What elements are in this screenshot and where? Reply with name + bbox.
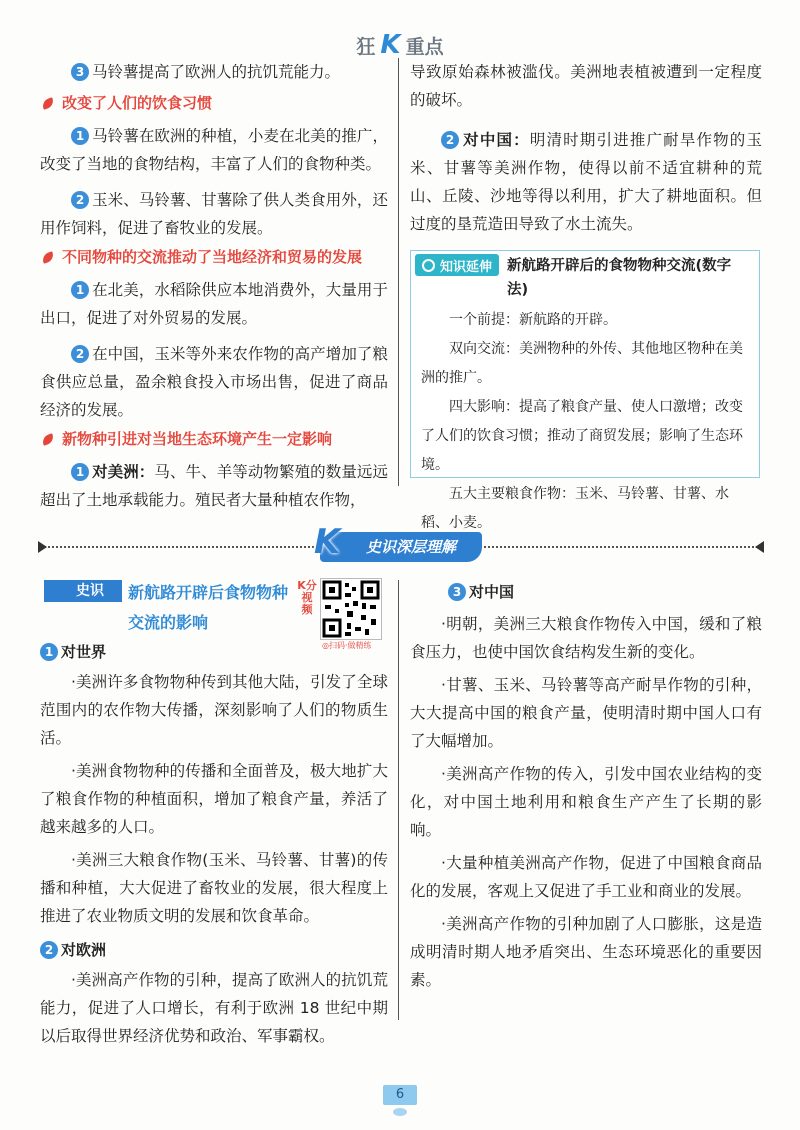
subsection-title: 2 对欧洲: [40, 938, 388, 962]
leaf-icon: [41, 97, 55, 110]
arrow-right-icon: [755, 541, 764, 553]
k-logo: K: [314, 522, 341, 562]
number-1-icon: 1: [71, 127, 89, 145]
extension-line: 四大影响：提高了粮食产量、使人口激增；改变了人们的饮食习惯；推动了商贸发展；影响了生态环境。: [421, 399, 743, 473]
extension-body: [411, 302, 759, 538]
extension-header: [411, 251, 759, 302]
subheading: 改变了人们的饮食习惯: [40, 90, 388, 116]
page-number: 6: [383, 1085, 417, 1105]
number-1-icon: 1: [40, 643, 58, 661]
extension-line: 五大主要粮食作物：玉米、马铃薯、甘薯、水稻、小麦。: [421, 486, 729, 531]
bulb-icon: [422, 259, 435, 272]
subheading: 新物种引进对当地生态环境产生一定影响: [40, 426, 388, 452]
qr-code-icon: [321, 579, 381, 639]
k-video-label: K分视频: [297, 579, 317, 616]
section-title-line2: 交流的影响: [128, 613, 209, 632]
number-2-icon: 2: [40, 941, 58, 959]
number-1-icon: 1: [71, 463, 89, 481]
qr-code[interactable]: [320, 578, 382, 640]
paragraph: ·大量种植美洲高产作物，促进了中国粮食商品化的发展，客观上又促进了手工业和商业的发展。: [410, 854, 762, 900]
paragraph: 2 在中国，玉米等外来农作物的高产增加了粮食供应总量，盈余粮食投入市场出售，促进了商品经济的发展。: [40, 345, 388, 419]
leaf-icon: [41, 433, 55, 446]
knowledge-extension-box: [410, 250, 760, 531]
section-title-line1: 新航路开辟后食物物种: [128, 583, 289, 602]
arrow-left-icon: [38, 541, 47, 553]
paragraph: ·美洲高产作物的引种，提高了欧洲人的抗饥荒能力，促进了人口增长，有利于欧洲 18 世纪中期以后取得世界经济优势和政治、军事霸权。: [40, 971, 388, 1045]
subsection-title: 3 对中国: [448, 580, 762, 604]
extension-line: 双向交流：美洲物种的外传、其他地区物种在美洲的推广。: [421, 341, 743, 386]
paragraph: 导致原始森林被滥伐。美洲地表植被遭到一定程度的破坏。: [410, 63, 762, 109]
column-divider: [398, 580, 399, 1020]
number-3-icon: 3: [448, 583, 466, 601]
paragraph: ·甘薯、玉米、马铃薯等高产耐旱作物的引种，大大提高中国的粮食产量，使明清时期中国人口有了大幅增加。: [410, 676, 762, 750]
paragraph: 2 对中国：明清时期引进推广耐旱作物的玉米、甘薯等美洲作物，使得以前不适宜耕种的荒山、丘陵、沙地等得以利用，扩大了耕地面积。但过度的垦荒造田导致了水土流失。: [410, 131, 762, 233]
leaf-icon: [41, 251, 55, 264]
number-1-icon: 1: [71, 281, 89, 299]
number-2-icon: 2: [71, 345, 89, 363]
decoration-icon: [393, 1108, 407, 1116]
extension-line: 一个前提：新航路的开辟。: [449, 312, 617, 328]
header-title: 狂 K 重点: [356, 30, 444, 60]
number-3-icon: 3: [71, 63, 89, 81]
bottom-right-column: [410, 580, 762, 994]
qr-label: ◎扫码·做精练: [322, 641, 372, 650]
paragraph: ·美洲许多食物物种传到其他大陆，引发了全球范围内的农作物大传播，深刻影响了人们的物质生活。: [40, 673, 388, 747]
column-divider: [398, 58, 399, 486]
number-2-icon: 2: [441, 131, 459, 149]
bottom-left-column: [40, 640, 388, 1050]
top-right-column: [410, 58, 762, 238]
section-banner: 史识深层理解: [320, 532, 482, 562]
paragraph: 1 在北美，水稻除供应本地消费外，大量用于出口，促进了对外贸易的发展。: [40, 281, 388, 327]
k-logo: K: [380, 30, 401, 60]
paragraph: 1 马铃薯在欧洲的种植，小麦在北美的推广，改变了当地的食物结构，丰富了人们的食物种类。: [40, 127, 388, 173]
subheading: 不同物种的交流推动了当地经济和贸易的发展: [40, 244, 388, 270]
paragraph: ·美洲高产作物的传入，引发中国农业结构的变化，对中国土地利用和粮食生产产生了长期的影响。: [410, 765, 762, 839]
number-2-icon: 2: [71, 191, 89, 209]
paragraph: ·美洲高产作物的引种加剧了人口膨胀，这是造成明清时期人地矛盾突出、生态环境恶化的重要因素。: [410, 915, 762, 989]
paragraph: 1 对美洲：马、牛、羊等动物繁殖的数量远远超出了土地承载能力。殖民者大量种植农作物，: [40, 463, 388, 509]
paragraph: ·美洲食物物种的传播和全面普及，极大地扩大了粮食作物的种植面积，增加了粮食产量，养活了越来越多的人口。: [40, 762, 388, 836]
paragraph: ·美洲三大粮食作物(玉米、马铃薯、甘薯)的传播和种植，大大促进了畜牧业的发展，很大程度上推进了农业物质文明的发展和饮食革命。: [40, 851, 388, 925]
subsection-title: 1 对世界: [40, 640, 388, 664]
paragraph: ·明朝，美洲三大粮食作物传入中国，缓和了粮食压力，也使中国饮食结构发生新的变化。: [410, 615, 762, 661]
extension-title: 新航路开辟后的食物物种交流(数字法): [507, 258, 732, 298]
top-left-column: [40, 58, 388, 514]
paragraph: 3 马铃薯提高了欧洲人的抗饥荒能力。: [40, 58, 388, 86]
extension-badge: 知识延伸: [415, 254, 499, 276]
shishi-tag: 史识: [44, 580, 122, 602]
paragraph: 2 玉米、马铃薯、甘薯除了供人类食用外，还用作饲料，促进了畜牧业的发展。: [40, 191, 388, 237]
